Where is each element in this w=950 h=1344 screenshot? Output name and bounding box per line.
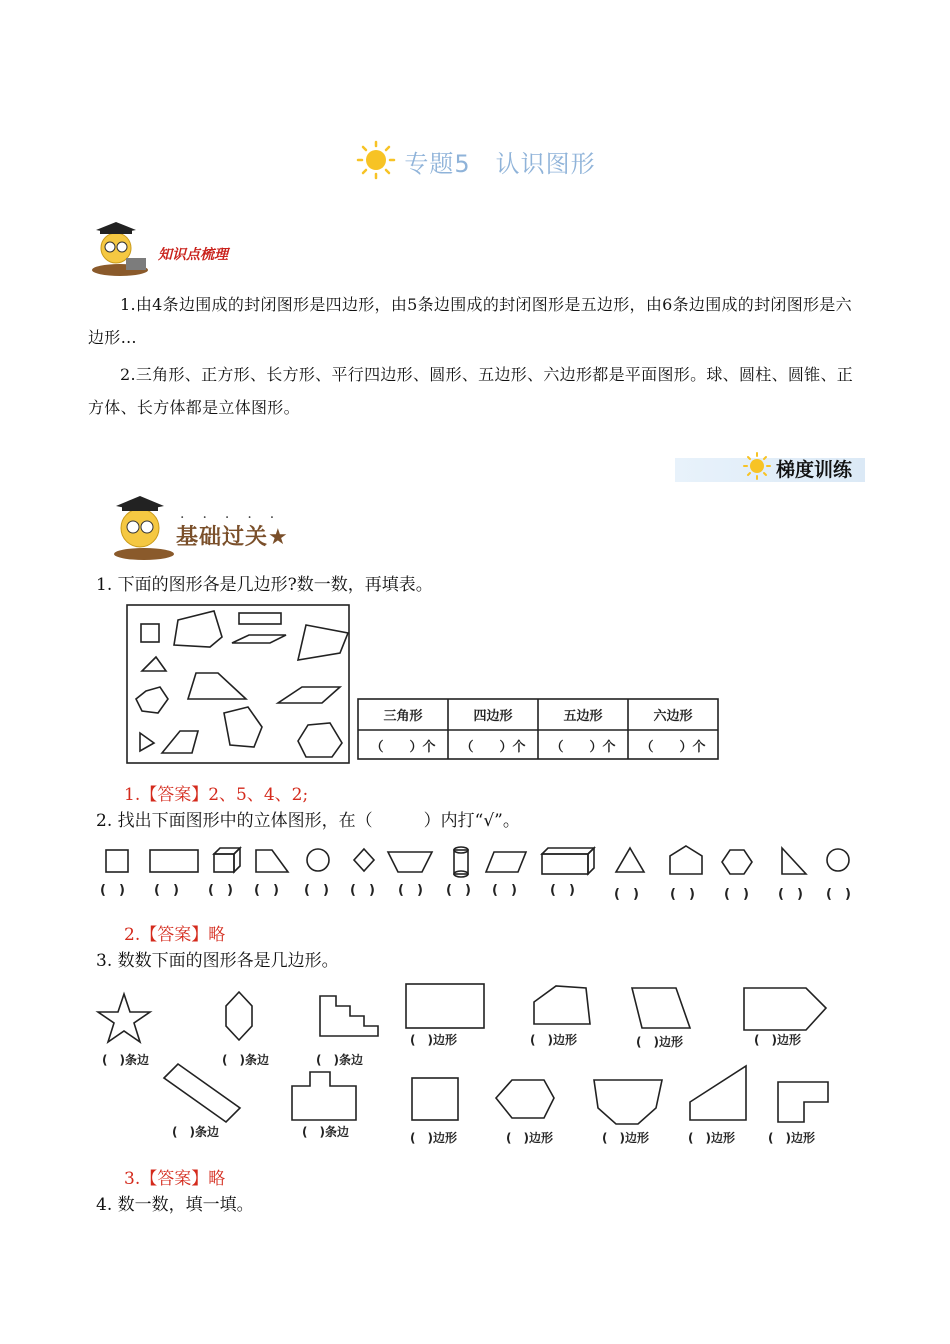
table-header: 四边形 bbox=[473, 709, 513, 724]
polygon-label[interactable]: ( )边形 bbox=[768, 1131, 815, 1145]
sun-icon bbox=[742, 452, 772, 484]
paren-slot[interactable]: ( ) bbox=[398, 883, 423, 898]
side-count-label[interactable]: ( )条边 bbox=[302, 1125, 349, 1139]
paren-slot[interactable]: ( ) bbox=[208, 883, 233, 898]
table-cell[interactable]: （ ）个 bbox=[460, 740, 526, 755]
answer-2: 2.【答案】略 bbox=[124, 925, 226, 945]
emphasis-dots: ····· bbox=[180, 510, 293, 526]
polygon-label[interactable]: ( )边形 bbox=[602, 1131, 649, 1145]
section-tag: 梯度训练 bbox=[776, 459, 853, 481]
polygon-label[interactable]: ( )边形 bbox=[506, 1131, 553, 1145]
polygon-label[interactable]: ( )边形 bbox=[688, 1131, 735, 1145]
question-3: 3. 数数下面的图形各是几边形。 bbox=[96, 951, 339, 971]
answer-3: 3.【答案】略 bbox=[124, 1169, 226, 1189]
polygon-label[interactable]: ( )边形 bbox=[754, 1033, 801, 1047]
side-count-label[interactable]: ( )条边 bbox=[102, 1053, 149, 1067]
question-1: 1. 下面的图形各是几边形?数一数，再填表。 bbox=[96, 575, 433, 595]
paren-slot[interactable]: ( ) bbox=[254, 883, 279, 898]
page-title bbox=[0, 140, 950, 186]
side-count-label[interactable]: ( )条边 bbox=[316, 1053, 363, 1067]
polygon-label[interactable]: ( )边形 bbox=[410, 1033, 457, 1047]
side-count-label[interactable]: ( )条边 bbox=[172, 1125, 219, 1139]
polygon-label[interactable]: ( )边形 bbox=[636, 1035, 683, 1049]
table-cell[interactable]: （ ）个 bbox=[640, 740, 706, 755]
table-cell[interactable]: （ ）个 bbox=[550, 740, 616, 755]
paren-slot[interactable]: ( ) bbox=[670, 887, 695, 902]
table-header: 三角形 bbox=[383, 709, 423, 724]
paren-slot[interactable]: ( ) bbox=[154, 883, 179, 898]
knowledge-point-2: 2.三角形、正方形、长方形、平行四边形、圆形、五边形、六边形都是平面图形。球、圆柱、圆锥、正方体、长方体都是立体图形。 bbox=[88, 365, 854, 417]
table-header: 六边形 bbox=[653, 709, 693, 724]
side-count-label[interactable]: ( )条边 bbox=[222, 1053, 269, 1067]
paren-slot[interactable]: ( ) bbox=[614, 887, 639, 902]
level-label: 基础过关★ bbox=[176, 525, 289, 550]
polygon-label[interactable]: ( )边形 bbox=[530, 1033, 577, 1047]
q3-figure bbox=[94, 978, 864, 1153]
paren-slot[interactable]: ( ) bbox=[492, 883, 517, 898]
answer-1: 1.【答案】2、5、4、2; bbox=[124, 785, 309, 805]
page-title-text: 专题5 认识图形 bbox=[404, 150, 596, 178]
mascot-icon bbox=[90, 220, 156, 282]
paren-slot[interactable]: ( ) bbox=[724, 887, 749, 902]
mascot-icon bbox=[110, 494, 178, 566]
table-cell[interactable]: （ ）个 bbox=[370, 740, 436, 755]
question-2: 2. 找出下面图形中的立体图形，在（ ）内打“√”。 bbox=[96, 811, 520, 831]
paren-slot[interactable]: ( ) bbox=[778, 887, 803, 902]
question-4: 4. 数一数，填一填。 bbox=[96, 1195, 254, 1215]
knowledge-label: 知识点梳理 bbox=[158, 247, 228, 263]
sun-icon bbox=[354, 140, 398, 186]
paren-slot[interactable]: ( ) bbox=[550, 883, 575, 898]
polygon-label[interactable]: ( )边形 bbox=[410, 1131, 457, 1145]
knowledge-section bbox=[88, 288, 864, 424]
paren-slot[interactable]: ( ) bbox=[100, 883, 125, 898]
paren-slot[interactable]: ( ) bbox=[826, 887, 851, 902]
table-header: 五边形 bbox=[563, 709, 603, 724]
q2-figure bbox=[96, 840, 866, 904]
paren-slot[interactable]: ( ) bbox=[304, 883, 329, 898]
paren-slot[interactable]: ( ) bbox=[446, 883, 471, 898]
paren-slot[interactable]: ( ) bbox=[350, 883, 375, 898]
knowledge-point-1: 1.由4条边围成的封闭图形是四边形，由5条边围成的封闭图形是五边形，由6条边围成的封闭图形是六边形… bbox=[88, 295, 852, 347]
q1-figure bbox=[126, 603, 726, 768]
